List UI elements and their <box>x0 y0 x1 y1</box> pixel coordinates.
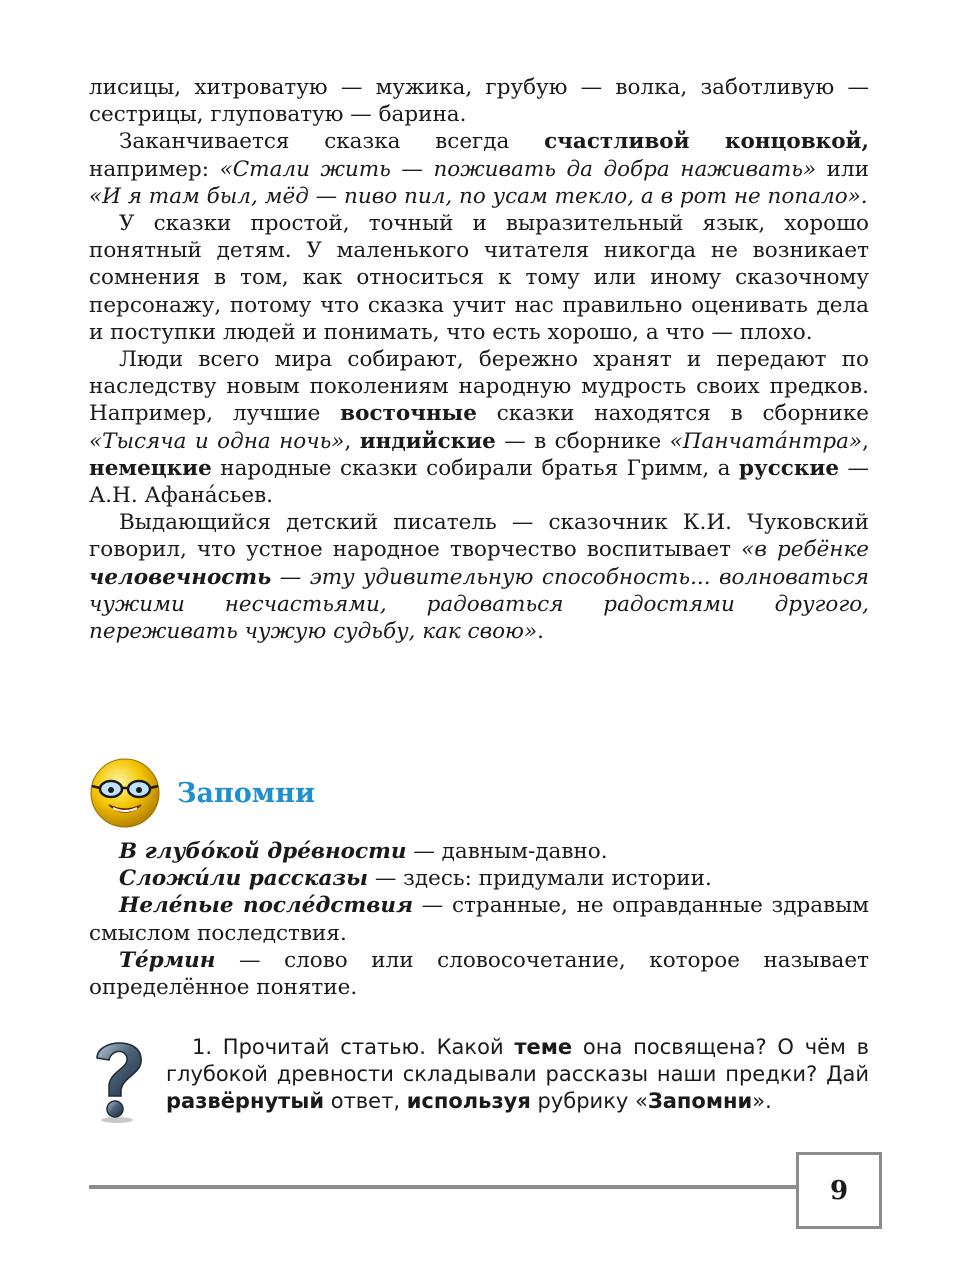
glossary-term: В глубо́кой дре́вности <box>119 839 407 864</box>
remember-title: Запомни <box>177 777 315 809</box>
p4-title: «Панчата́нтра» <box>669 428 863 454</box>
p5-quote: «в ребёнке <box>741 537 870 563</box>
p1-text: лисицы, хитроватую — мужика, грубую — волка, заботливую — сестрицы, глуповатую — барина. <box>89 75 869 128</box>
glossary-item <box>89 865 869 892</box>
glossary-term: Те́рмин <box>119 947 216 973</box>
q-text: 1. Прочитай статью. Какой <box>192 1035 515 1059</box>
p4-text: Люди всего мира собирают, бережно хранят и передают по наследству новым поколениям народную мудрость своих предков. Например, лучшие <box>89 347 869 427</box>
p4-text: сказки находятся в сборнике <box>476 401 869 427</box>
p4-text: , <box>862 428 870 454</box>
p2-quote: «Стали жить — поживать да добра наживать» <box>219 156 817 182</box>
p4-title: «Тысяча и одна ночь» <box>89 428 345 454</box>
paragraph-2 <box>89 128 869 210</box>
paragraph-5 <box>89 509 869 645</box>
q-bold: Запомни <box>647 1089 753 1113</box>
paragraph-3 <box>89 210 869 346</box>
paragraph-4 <box>89 346 869 509</box>
p2-quote: «И я там был, мёд — пиво пил, по усам текло, а в рот не попало». <box>89 183 868 209</box>
glossary-definition: — давным-давно. <box>406 839 608 864</box>
question-text <box>166 1034 869 1115</box>
p4-bold: немецкие <box>89 455 212 481</box>
q-bold: используя <box>406 1089 531 1113</box>
q-text: рубрику « <box>530 1089 648 1113</box>
q-text: ». <box>752 1089 772 1113</box>
paragraph-1 <box>89 74 869 128</box>
page-number-text: 9 <box>829 1175 849 1206</box>
glossary-item <box>89 892 869 946</box>
smiley-with-glasses-icon <box>89 757 161 829</box>
p4-text: народные сказки собирали братья Гримм, а <box>211 455 739 481</box>
q-bold: теме <box>514 1035 573 1059</box>
q-bold: развёрнутый <box>166 1089 325 1113</box>
p4-bold: восточные <box>340 401 477 427</box>
glossary-definition: — слово или словосочетание, которое называет определённое понятие. <box>89 947 869 1001</box>
p4-text: — в сборнике <box>495 428 670 454</box>
glossary-item <box>89 947 869 1001</box>
p2-bold: счастливой концовкой, <box>544 129 869 155</box>
article-text <box>89 74 869 645</box>
glossary-definition: — здесь: придумали истории. <box>367 866 712 892</box>
question-block <box>89 1034 869 1115</box>
p2-text: Заканчивается сказка всегда <box>119 129 545 155</box>
p4-bold: индийские <box>359 428 496 454</box>
glossary-item <box>89 838 869 865</box>
glossary-definition: — странные, не оправданные здравым смыслом последствия. <box>89 893 869 946</box>
glossary <box>89 838 869 1001</box>
p5-text: Выдающийся детский писатель — сказочник К.И. Чуковский говорил, что устное народное творчество воспитывает <box>89 510 869 563</box>
q-text: она посвящена? О чём в глубокой древности складывали рассказы наши предки? Дай <box>166 1035 869 1086</box>
page-number <box>796 1152 882 1229</box>
p2-text: например: <box>89 156 220 182</box>
p4-text: — А.Н. Афана́сьев. <box>89 455 869 509</box>
p5-quote: — эту удивительную способность... волноваться чужими несчастьями, радоваться радостями другого, переживать чужую судьбу, как свою». <box>89 564 869 645</box>
p4-text: , <box>344 428 360 454</box>
p3-text: У сказки простой, точный и выразительный язык, хорошо понятный детям. У маленького читателя никогда не возникает сомнения в том, как относиться к тому или иному сказочному персонажу, потому что сказка учит нас правильно оценивать дела и поступки людей и понимать, что есть хорошо, а что — плохо. <box>89 211 869 345</box>
remember-header <box>89 756 589 830</box>
q-text: ответ, <box>324 1089 407 1113</box>
question-mark-icon <box>89 1034 149 1124</box>
footer-rule <box>89 1185 796 1189</box>
glossary-term: Неле́пые после́дствия <box>119 893 414 919</box>
p2-text: или <box>816 156 870 182</box>
glossary-term: Сложи́ли рассказы <box>119 866 368 892</box>
p4-bold: русские <box>738 455 840 481</box>
p5-bold-quote: человечность <box>89 564 272 590</box>
